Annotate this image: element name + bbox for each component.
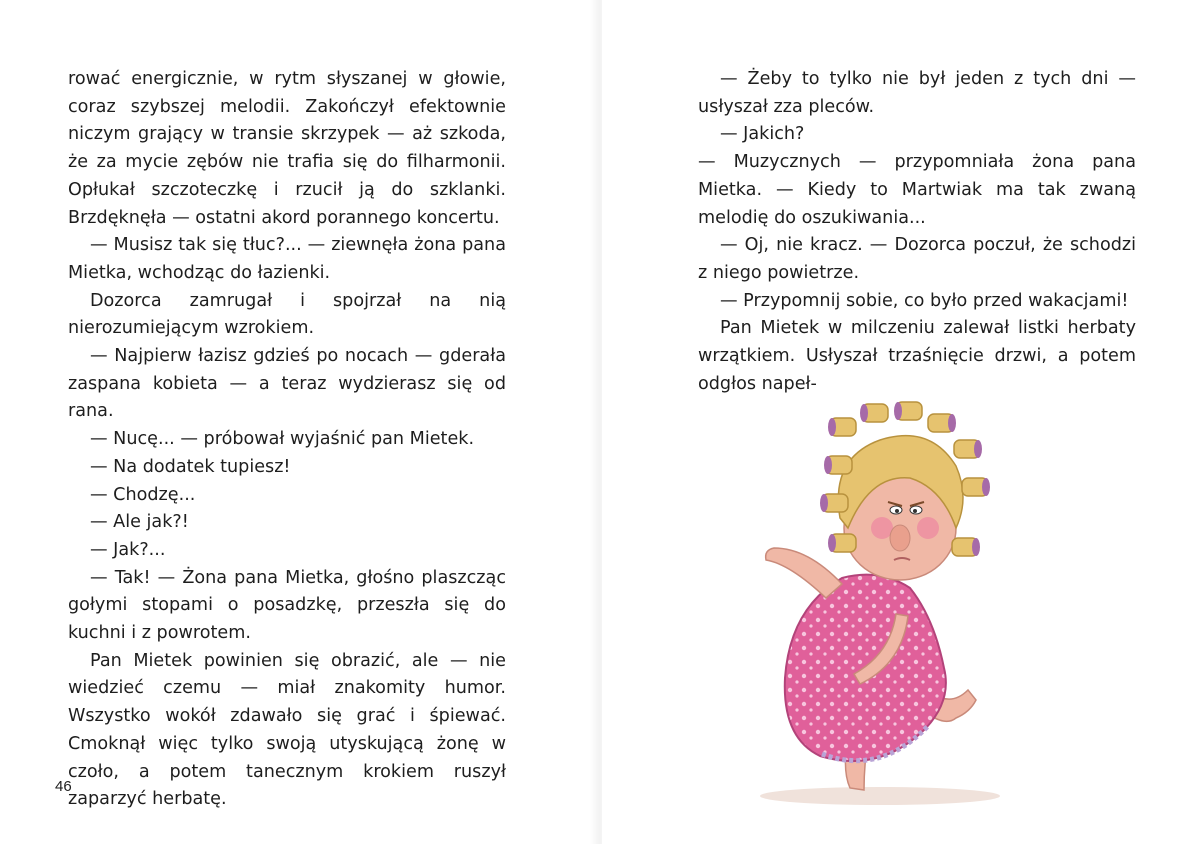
nose <box>890 525 910 551</box>
right-text-column <box>698 66 1136 398</box>
paragraph: Dozorca zamrugał i spojrzał na nią nierozumiejącym wzrokiem. <box>68 290 506 339</box>
paragraph: — Jak?... <box>90 539 166 560</box>
floor-shadow <box>760 787 1000 805</box>
left-arm <box>766 548 842 598</box>
paragraph: Pan Mietek powinien się obrazić, ale — nie wiedzieć czemu — miał znakomity humor. Wszystko wokół zdawało się grać i śpiewać. Cmoknął więc tylko swoją utyskującą żonę w czoło, a potem tanecznym krokiem ruszył zaparzyć herbatę. <box>68 650 506 810</box>
paragraph: — Muzycznych — przypomniała żona pana Mietka. — Kiedy to Martwiak ma tak zwaną melodię do oszukiwania... <box>698 152 1136 228</box>
paragraph: — Żeby to tylko nie był jeden z tych dni — usłyszał zza pleców. <box>698 69 1136 117</box>
left-text-column <box>68 66 506 814</box>
paragraph: — Najpierw łazisz gdzieś po nocach — gderała zaspana kobieta — a teraz wydzierasz się od rana. <box>68 346 506 422</box>
left-page <box>0 0 598 844</box>
paragraph: rować energicznie, w rytm słyszanej w głowie, coraz szybszej melodii. Zakończył efektownie niczym grający w transie skrzypek — aż szkoda, że za mycie zębów nie trafia się do filharmonii. Opłukał szczoteczkę i rzucił ją do szklanki. Brzdęknęła — ostatni akord porannego koncertu. <box>68 69 506 228</box>
paragraph: — Jakich? <box>720 124 805 145</box>
paragraph: — Musisz tak się tłuc?... — ziewnęła żona pana Mietka, wchodząc do łazienki. <box>68 235 506 283</box>
woman-in-curlers-illustration <box>730 378 1030 818</box>
paragraph: — Tak! — Żona pana Mietka, głośno plaszcząc gołymi stopami o posadzkę, przeszła się do kuchni i z powrotem. <box>68 567 506 644</box>
paragraph: — Przypomnij sobie, co było przed wakacjami! <box>720 290 1129 311</box>
paragraph: — Oj, nie kracz. — Dozorca poczuł, że schodzi z niego powietrze. <box>698 235 1136 283</box>
paragraph: Pan Mietek w milczeniu zalewał listki herbaty wrzątkiem. Usłyszał trzaśnięcie drzwi, a potem odgłos napeł- <box>698 318 1136 394</box>
paragraph: — Chodzę... <box>90 484 196 505</box>
right-page <box>602 0 1200 844</box>
right-cheek <box>917 517 939 539</box>
paragraph: — Na dodatek tupiesz! <box>90 456 291 477</box>
paragraph: — Ale jak?! <box>90 512 189 533</box>
page-number: 46 <box>55 778 72 795</box>
paragraph: — Nucę... — próbował wyjaśnić pan Mietek. <box>90 429 475 450</box>
